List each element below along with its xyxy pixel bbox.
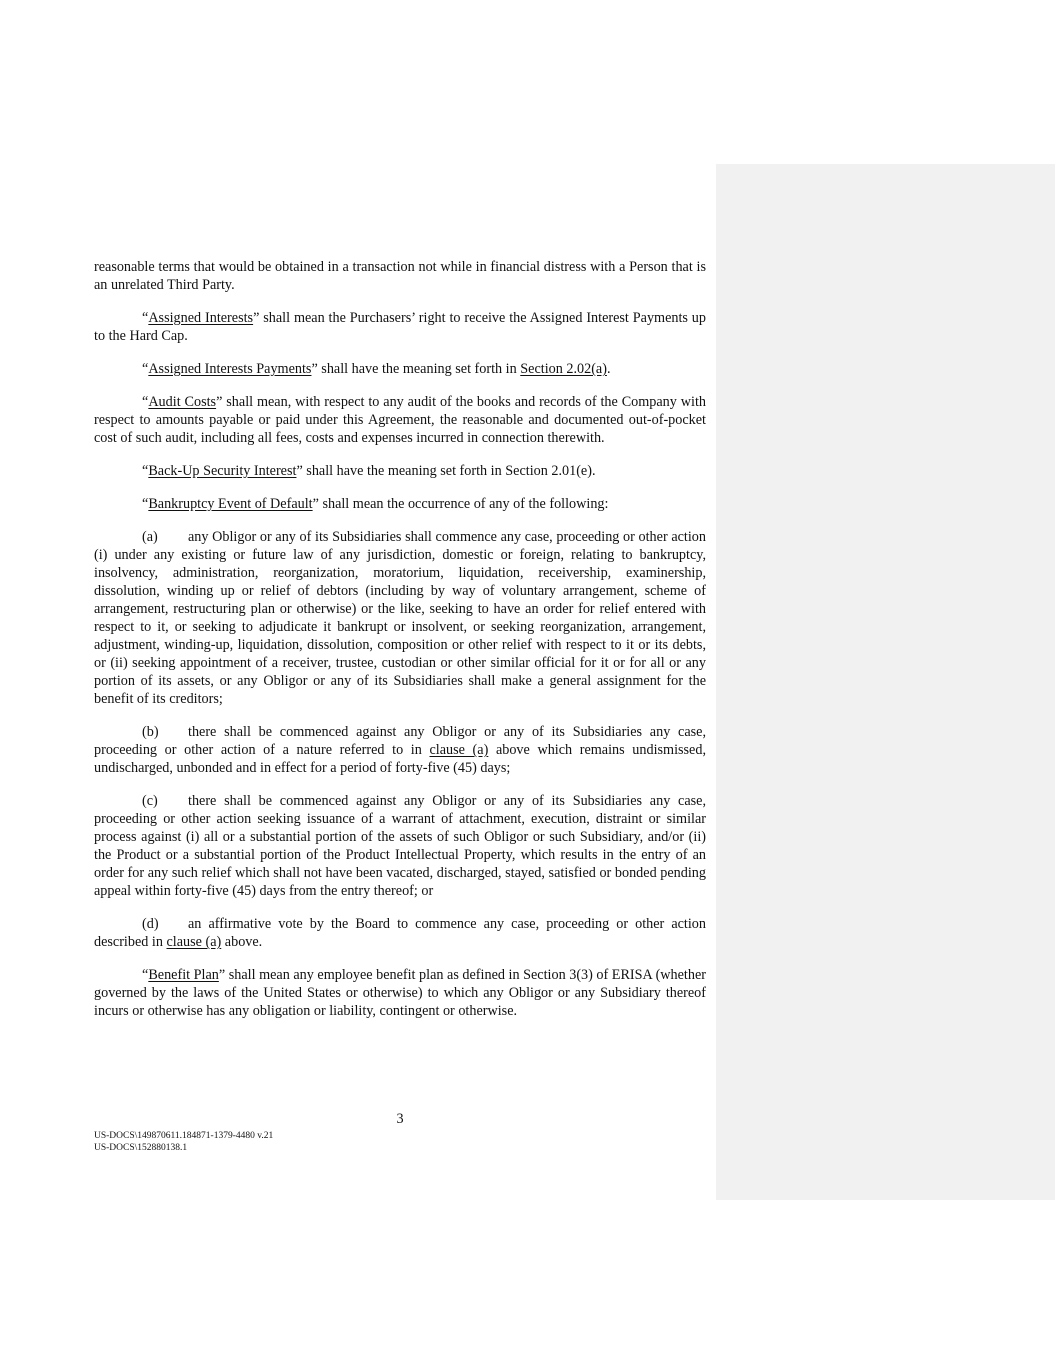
definition-benefit-plan: “Benefit Plan” shall mean any employee benefit plan as defined in Section 3(3) of ERISA (whether governed by the laws of the United States or otherwise) to which any Obligor or any Subsidiary thereof incurs or otherwise has any obligation or liability, contingent or otherwise. [94, 967, 706, 1019]
definition-audit-costs: “Audit Costs” shall mean, with respect to any audit of the books and records of the Company with respect to amounts payable or paid under this Agreement, the reasonable and documented out-of-pocket cost of such audit, including all fees, costs and expenses incurred in connection therewith. [94, 394, 706, 446]
clause-b: (b) there shall be commenced against any Obligor or any of its Subsidiaries any case, proceeding or other action of a nature referred to in clause (a) above which remains undismissed, undischarged, unbonded and in effect for a period of forty-five (45) days; [94, 724, 706, 776]
clause-label: (a) [142, 529, 158, 545]
defined-term: Assigned Interests Payments [148, 361, 312, 377]
document-body [94, 258, 706, 1035]
definition-bankruptcy-event-of-default: “Bankruptcy Event of Default” shall mean the occurrence of any of the following: [142, 496, 609, 512]
clause-reference: clause (a) [166, 934, 222, 950]
clause-d: (d) an affirmative vote by the Board to commence any case, proceeding or other action described in clause (a) above. [94, 916, 706, 950]
clause-label: (c) [142, 793, 158, 809]
footer-doc-id: US-DOCS\149870611.184871-1379-4480 v.21 [94, 1131, 274, 1141]
clause-c: (c) there shall be commenced against any Obligor or any of its Subsidiaries any case, proceeding or other action seeking issuance of a warrant of attachment, execution, distraint or similar process against (i) all or a substantial portion of the assets of such Obligor or such Subsidiary, and/or (ii) the Product or a substantial portion of the Product Intellectual Property, which results in the entry of an order for any such relief which shall not have been vacated, discharged, stayed, satisfied or bonded pending appeal within forty-five (45) days from the entry thereof; or [94, 793, 706, 899]
intro-paragraph: reasonable terms that would be obtained in a transaction not while in financial distress with a Person that is an unrelated Third Party. [94, 259, 706, 293]
definition-assigned-interests: “Assigned Interests” shall mean the Purchasers’ right to receive the Assigned Interest Payments up to the Hard Cap. [94, 310, 706, 344]
clause-reference: clause (a) [429, 742, 489, 758]
comment-margin-pane [716, 164, 1055, 1200]
defined-term: Bankruptcy Event of Default [148, 496, 313, 512]
definition-assigned-interests-payments: “Assigned Interests Payments” shall have the meaning set forth in Section 2.02(a). [142, 361, 611, 377]
clause-label: (d) [142, 916, 159, 932]
clause-a: (a) any Obligor or any of its Subsidiaries shall commence any case, proceeding or other action (i) under any existing or future law of any jurisdiction, domestic or foreign, relating to bankruptcy, insolvency, administration, reorganization, moratorium, liquidation, receivership, examinership, dissolution, winding up or relief of debtors (including by way of voluntary arrangement, scheme of arrangement, restructuring plan or otherwise) or the like, seeking to have an order for relief entered with respect to it, or seeking to adjudicate it bankrupt or insolvent, or seeking reorganization, arrangement, adjustment, winding-up, liquidation, dissolution, composition or other relief with respect to it or its debts, or (ii) seeking appointment of a receiver, trustee, custodian or other similar official for it or for all or any portion of its assets, or any Obligor or any of its Subsidiaries shall make a general assignment for the benefit of its creditors; [94, 529, 706, 707]
clause-label: (b) [142, 724, 159, 740]
section-reference: Section 2.02(a) [520, 361, 607, 377]
defined-term: Benefit Plan [148, 967, 219, 983]
defined-term: Back-Up Security Interest [148, 463, 297, 479]
footer-doc-id: US-DOCS\152880138.1 [94, 1143, 188, 1153]
defined-term: Audit Costs [148, 394, 217, 410]
page-number: 3 [396, 1111, 404, 1127]
defined-term: Assigned Interests [148, 310, 254, 326]
footer-document-ids [94, 1130, 273, 1154]
definition-back-up-security-interest: “Back-Up Security Interest” shall have the meaning set forth in Section 2.01(e). [142, 463, 596, 479]
